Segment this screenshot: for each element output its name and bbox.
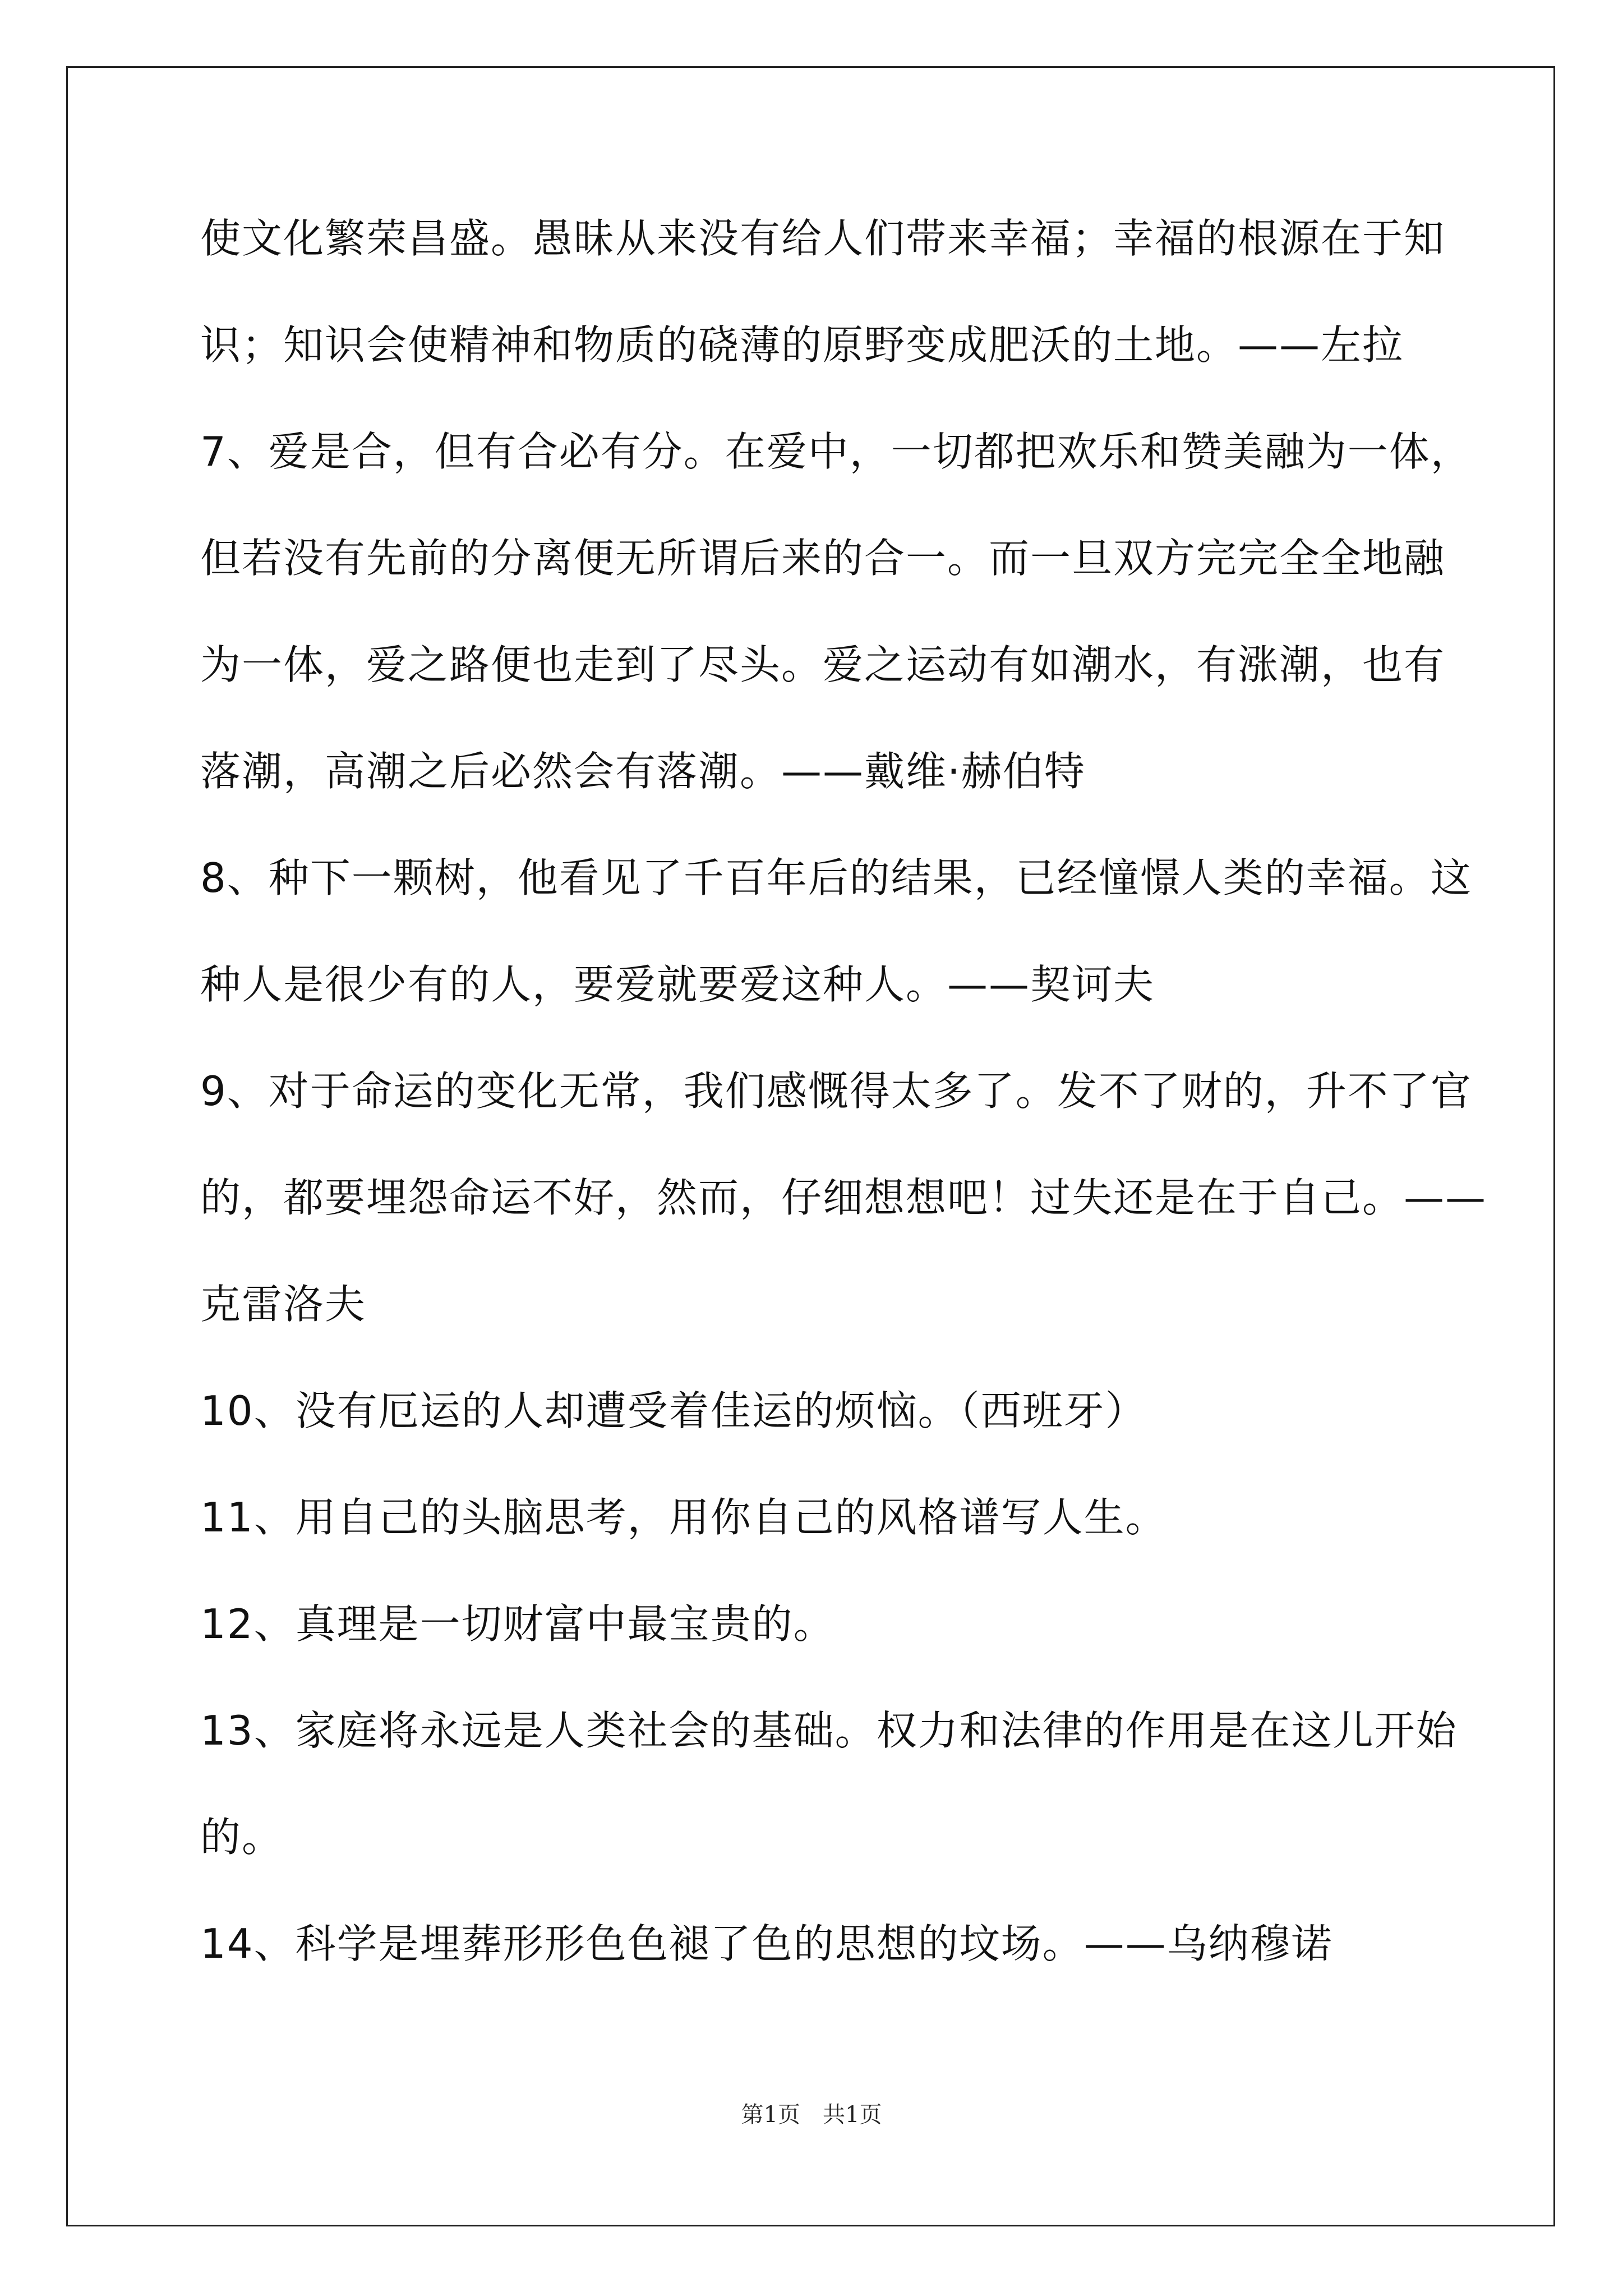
text-line: 克雷洛夫 xyxy=(200,1281,367,1328)
text-line: 落潮，高潮之后必然会有落潮。——戴维·赫伯特 xyxy=(200,748,1086,795)
text-line: 但若没有先前的分离便无所谓后来的合一。而一旦双方完完全全地融 xyxy=(200,535,1446,582)
page-total: 共1页 xyxy=(823,2102,882,2128)
text-line: 12、真理是一切财富中最宝贵的。 xyxy=(200,1600,835,1648)
text-line: 7、爱是合，但有合必有分。在爱中，一切都把欢乐和赞美融为一体， xyxy=(200,428,1472,475)
text-line: 为一体，爱之路便也走到了尽头。爱之运动有如潮水，有涨潮，也有 xyxy=(200,641,1446,688)
page-border xyxy=(66,66,1555,2226)
text-line: 识；知识会使精神和物质的硗薄的原野变成肥沃的土地。——左拉 xyxy=(200,321,1404,369)
page-number: 第1页 xyxy=(741,2102,800,2128)
text-line: 11、用自己的头脑思考，用你自己的风格谱写人生。 xyxy=(200,1494,1167,1541)
text-line: 9、对于命运的变化无常，我们感慨得太多了。发不了财的，升不了官 xyxy=(200,1068,1472,1115)
text-line: 的，都要埋怨命运不好，然而，仔细想想吧！过失还是在于自己。—— xyxy=(200,1174,1487,1221)
text-line: 8、种下一颗树，他看见了千百年后的结果，已经憧憬人类的幸福。这 xyxy=(200,854,1472,901)
text-line: 10、没有厄运的人却遭受着佳运的烦恼。（西班牙） xyxy=(200,1387,1147,1434)
text-line: 种人是很少有的人，要爱就要爱这种人。——契诃夫 xyxy=(200,961,1155,1008)
text-line: 14、科学是埋葬形形色色褪了色的思想的坟场。——乌纳穆诺 xyxy=(200,1920,1333,1967)
text-line: 13、家庭将永远是人类社会的基础。权力和法律的作用是在这儿开始 xyxy=(200,1707,1458,1754)
page-footer xyxy=(0,2101,1623,2129)
text-line: 的。 xyxy=(200,1814,284,1861)
text-line: 使文化繁荣昌盛。愚昧从来没有给人们带来幸福；幸福的根源在于知 xyxy=(200,215,1446,262)
